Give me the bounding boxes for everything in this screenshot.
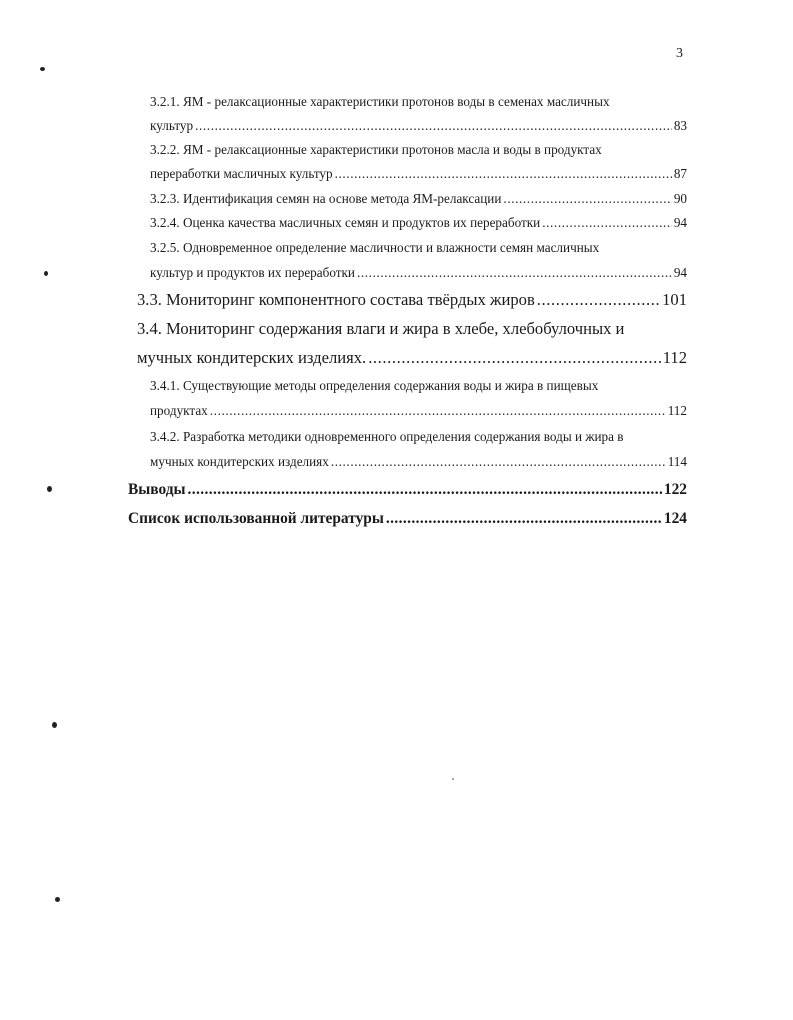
scan-speck [452, 778, 454, 780]
toc-page-number: 112 [667, 403, 687, 418]
dot-leader [335, 167, 672, 180]
toc-page-number: 114 [667, 454, 687, 469]
toc-page-number: 94 [673, 215, 687, 230]
dot-leader [503, 192, 671, 205]
toc-entry-title: 3.4. Мониторинг содержания влаги и жира в хлебе, хлебобулочных и [137, 319, 625, 338]
toc-references [128, 511, 687, 526]
dot-leader [386, 511, 662, 526]
scan-speck [55, 897, 60, 902]
toc-entry-title-cont: культур и продуктов их переработки [150, 265, 355, 280]
toc-page-number: 83 [673, 118, 687, 133]
toc-entry-title: 3.2.1. ЯМ - релаксационные характеристики протонов воды в семенах масличных [150, 94, 610, 109]
toc-entry-continuation [150, 455, 687, 468]
toc-page-number: 112 [662, 348, 687, 367]
toc-entry-title: 3.3. Мониторинг компонентного состава твёрдых жиров [137, 290, 535, 309]
dot-leader [195, 119, 672, 132]
toc-page-number: 94 [673, 265, 687, 280]
toc-section-3-3 [137, 292, 687, 309]
dot-leader [357, 266, 672, 279]
toc-page-number: 122 [663, 481, 687, 498]
toc-entry-title: 3.4.1. Существующие методы определения содержания воды и жира в пищевых [150, 378, 599, 393]
scan-speck [44, 271, 48, 276]
toc-entry-continuation [137, 350, 687, 367]
toc-page-number: 87 [673, 166, 687, 181]
scan-speck [52, 722, 57, 728]
dot-leader [210, 404, 666, 417]
dot-leader [368, 350, 661, 367]
dot-leader [331, 455, 666, 468]
toc-entry-3-2-4 [150, 216, 687, 229]
dot-leader [188, 482, 662, 497]
toc-entry-title-cont: культур [150, 118, 194, 133]
toc-entry-continuation [150, 266, 687, 279]
toc-entry-title: Список использованной литературы [128, 510, 384, 527]
dot-leader [542, 216, 672, 229]
toc-entry-3-2-3 [150, 192, 687, 205]
toc-entry-title: 3.2.4. Оценка качества масличных семян и продуктов их переработки [150, 215, 541, 230]
toc-entry-title: Выводы [128, 481, 186, 498]
toc-entry-title-cont: переработки масличных культур [150, 166, 333, 181]
toc-entry-title: 3.2.3. Идентификация семян на основе метода ЯМ-релаксации [150, 191, 502, 206]
toc-entry-title-cont: мучных кондитерских изделиях [150, 454, 329, 469]
toc-page-number: 124 [663, 510, 687, 527]
toc-entry-title: 3.4.2. Разработка методики одновременного определения содержания воды и жира в [150, 429, 624, 444]
toc-entry-title: 3.2.2. ЯМ - релаксационные характеристики протонов масла и воды в продуктах [150, 142, 602, 157]
toc-entry-title: 3.2.5. Одновременное определение масличности и влажности семян масличных [150, 240, 600, 255]
toc-conclusions [128, 482, 687, 497]
toc-entry-title-cont: мучных кондитерских изделиях. [137, 348, 367, 367]
dot-leader [537, 292, 660, 309]
page-number: 3 [676, 46, 683, 61]
toc-entry-title-cont: продуктах [150, 403, 208, 418]
toc-page-number: 101 [662, 290, 687, 309]
toc-page-number: 90 [673, 191, 687, 206]
toc-entry-continuation [150, 119, 687, 132]
scan-speck [40, 67, 45, 71]
toc-entry-continuation [150, 404, 687, 417]
scan-speck [47, 486, 52, 492]
toc-entry-continuation [150, 167, 687, 180]
